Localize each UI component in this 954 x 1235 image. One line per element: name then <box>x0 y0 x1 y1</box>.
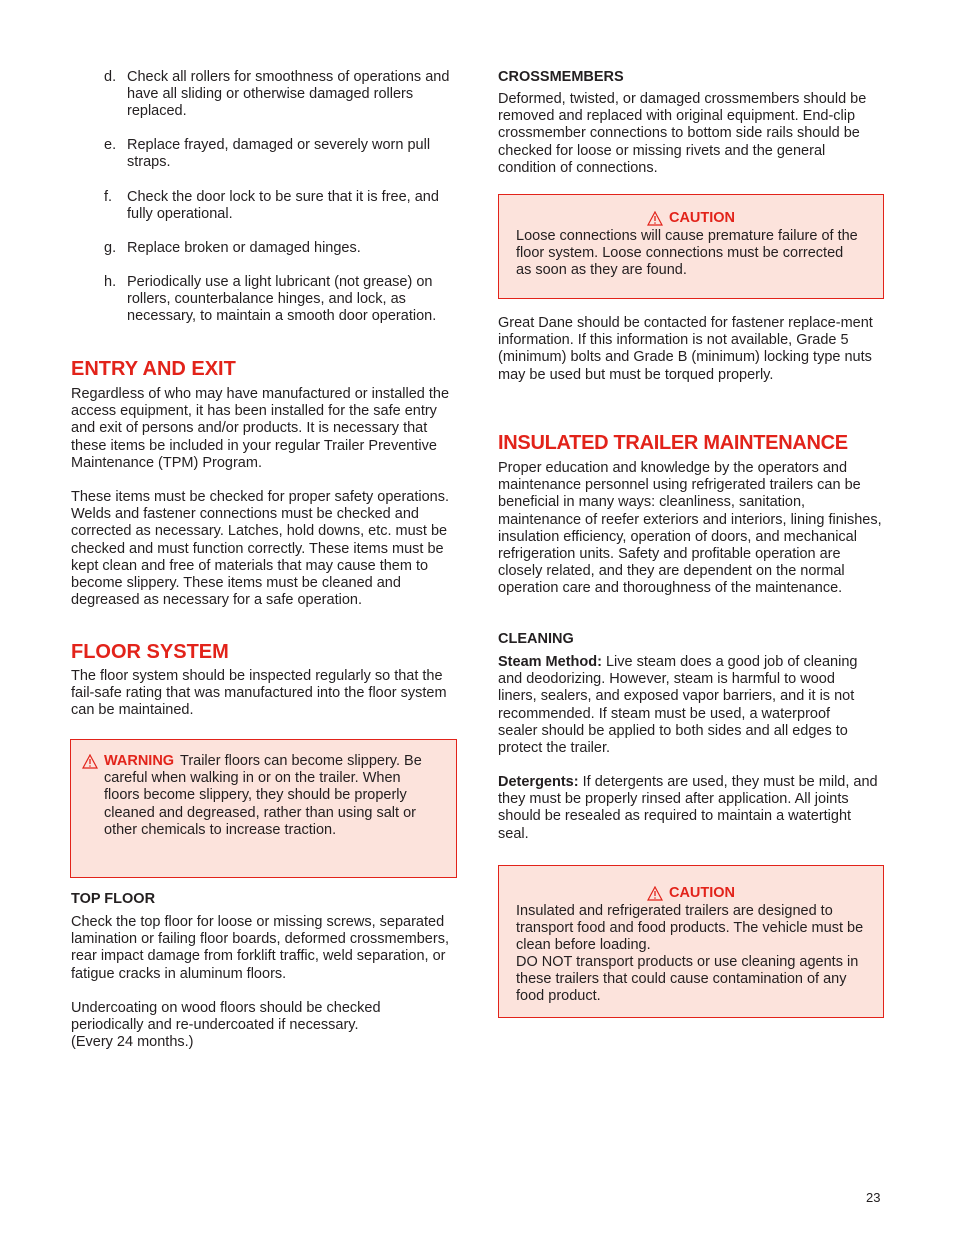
caution-text-1: Insulated and refrigerated trailers are designed to transport food and food products. The vehicle must be clean before loading. <box>516 903 864 954</box>
caution-box-floor <box>498 194 884 299</box>
warning-icon <box>82 754 98 769</box>
top-floor-paragraph-3: (Every 24 months.) <box>71 1034 194 1050</box>
cleaning-heading: CLEANING <box>498 631 574 647</box>
caution-title <box>499 210 883 227</box>
steam-method-paragraph <box>498 654 872 757</box>
entry-exit-paragraph-1: Regardless of who may have manufactured or installed the access equipment, it has been installed for the safe entry and exit of persons and/or products. It is necessary that these items be included in your regular Trailer Preventive Maintenance (TPM) Program. <box>71 386 450 471</box>
steam-method-label: Steam Method: <box>498 654 602 670</box>
insulated-heading: INSULATED TRAILER MAINTENANCE <box>498 432 848 454</box>
warning-label: WARNING <box>104 753 175 769</box>
caution-box-food <box>498 865 884 1018</box>
page-number: 23 <box>866 1190 881 1205</box>
warning-icon <box>647 211 663 226</box>
warning-box <box>70 739 457 878</box>
detergents-text: If detergents are used, they must be mild, and they must be properly rinsed after application. All joints should be resealed as required to maintain a watertight seal. <box>498 774 878 842</box>
crossmembers-paragraph-1: Deformed, twisted, or damaged crossmembers should be removed and replaced with original equipment. End-clip crossmember connections to bottom side rails should be checked for loose or missing rivets and the general condition of connections. <box>498 91 867 176</box>
warning-text <box>104 753 439 839</box>
detergents-paragraph <box>498 774 884 843</box>
top-floor-paragraph-1: Check the top floor for loose or missing screws, separated lamination or failing floor boards, deformed crossmembers, rear impact damage from forklift traffic, weld separation, or fatigue cracks in aluminum floors. <box>71 914 449 982</box>
caution-text-2: DO NOT transport products or use cleaning agents in these trailers that could cause contamination of any food product. <box>516 954 859 1005</box>
floor-system-heading: FLOOR SYSTEM <box>71 641 229 663</box>
warning-text-content: Trailer floors can become slippery. Be careful when walking in or on the trailer. When floors become slippery, they should be properly cleaned and degreased, rather than using salt or other chemicals to increase traction. <box>104 753 422 838</box>
list-text: Check all rollers for smoothness of operations and have all sliding or otherwise damaged rollers replaced. <box>127 69 450 120</box>
caution-title <box>499 885 883 902</box>
list-marker: h. <box>104 274 117 290</box>
caution-text: Loose connections will cause premature failure of the floor system. Loose connections must be corrected as soon as they are found. <box>516 228 858 279</box>
list-text: Replace broken or damaged hinges. <box>127 240 361 256</box>
list-text: Check the door lock to be sure that it is free, and fully operational. <box>127 189 439 223</box>
caution-label: CAUTION <box>668 885 736 901</box>
list-marker: g. <box>104 240 117 256</box>
steam-method-text: Live steam does a good job of cleaning and deodorizing. However, steam is harmful to wood liners, sealers, and exposed vapor barriers, and it is not recommended. If steam must be used, a waterproof sealer should be applied to both sides and all edges to protect the trailer. <box>498 654 858 757</box>
list-text: Periodically use a light lubricant (not grease) on rollers, counterbalance hinges, and lock, as necessary, to maintain a smooth door operation. <box>127 274 437 325</box>
detergents-label: Detergents: <box>498 774 579 790</box>
list-marker: f. <box>104 189 113 205</box>
list-text: Replace frayed, damaged or severely worn pull straps. <box>127 137 431 171</box>
list-marker: d. <box>104 69 117 85</box>
top-floor-paragraph-2: Undercoating on wood floors should be checked periodically and re-undercoated if necessary. <box>71 1000 381 1034</box>
warning-icon <box>647 886 663 901</box>
insulated-paragraph: Proper education and knowledge by the operators and maintenance personnel using refrigerated trailers can be beneficial in many ways: cleanliness, sanitation, maintenance of reefer exteriors and interiors, lining finishes, insulation efficiency, operation of doors, and mechanical refrigeration units. Safety and profitable operation are closely related, and they are dependent on the normal operation care and thoroughness of the maintenance. <box>498 460 882 597</box>
top-floor-heading: TOP FLOOR <box>71 891 156 907</box>
floor-system-paragraph: The floor system should be inspected regularly so that the fail-safe rating that was manufactured into the floor system can be maintained. <box>71 668 447 719</box>
entry-exit-heading: ENTRY AND EXIT <box>71 358 236 380</box>
entry-exit-paragraph-2: These items must be checked for proper safety operations. Welds and fastener connections must be checked and corrected as necessary. Latches, hold downs, etc. must be checked and must function correctly. These items must be kept clean and free of materials that may cause them to become slippery. These items must be cleaned and degreased as necessary for a safe operation. <box>71 489 449 609</box>
list-marker: e. <box>104 137 117 153</box>
caution-label: CAUTION <box>668 210 736 226</box>
crossmembers-heading: CROSSMEMBERS <box>498 69 624 85</box>
crossmembers-paragraph-2: Great Dane should be contacted for fastener replace-ment information. If this information is not available, Grade 5 (minimum) bolts and Grade B (minimum) locking type nuts may be used but must be torqued properly. <box>498 315 873 383</box>
